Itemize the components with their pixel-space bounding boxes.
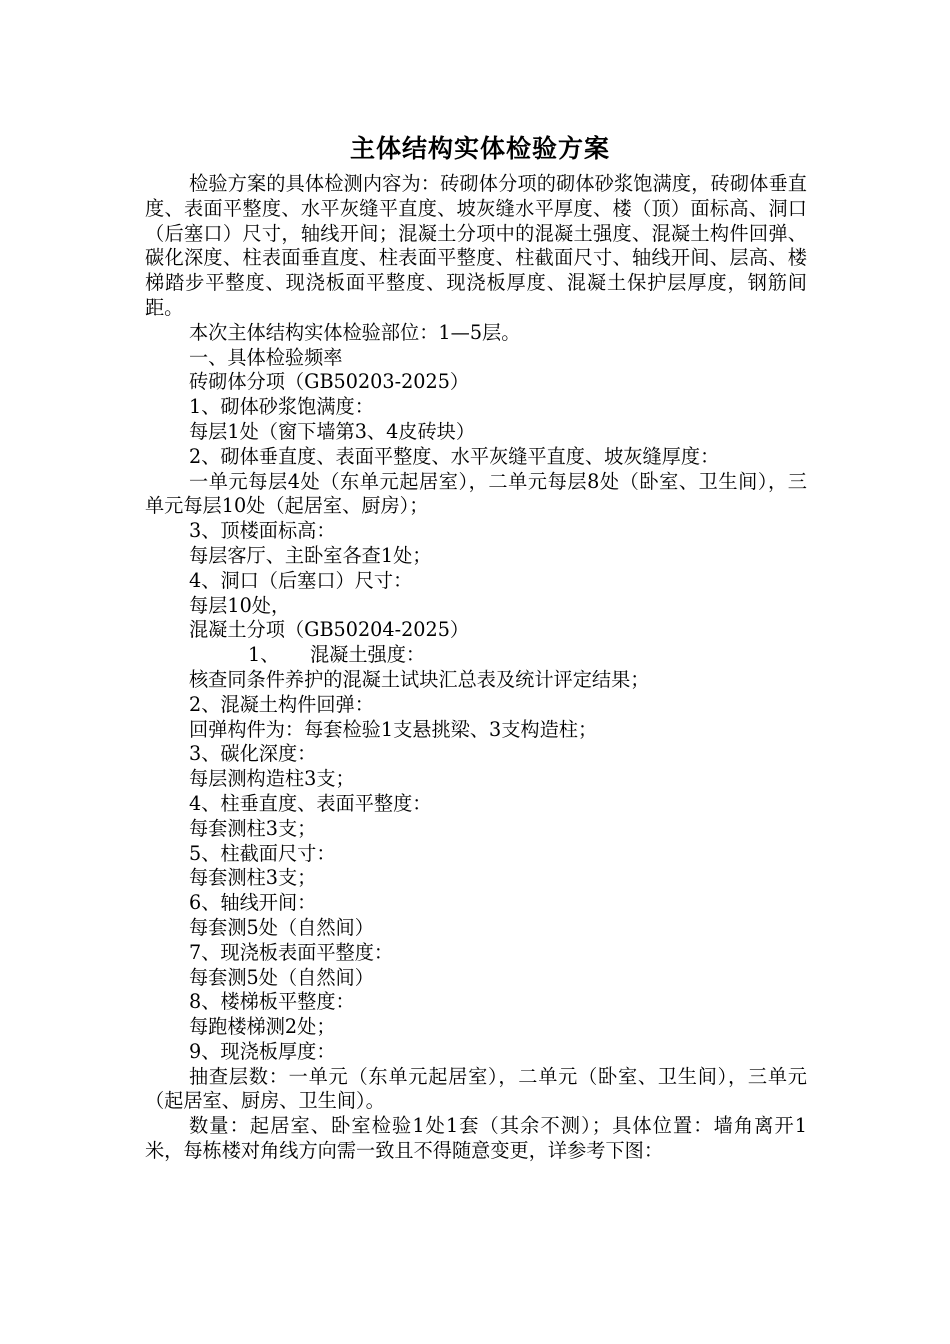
concrete-item-7-label: 7、现浇板表面平整度： bbox=[189, 940, 394, 964]
concrete-item-4-label: 4、柱垂直度、表面平整度： bbox=[189, 791, 432, 815]
masonry-item-4-label: 4、洞口（后塞口）尺寸： bbox=[189, 568, 413, 592]
masonry-item-2-text: 一单元每层4处（东单元起居室），二单元每层8处（卧室、卫生间），三单元每层10处（起居室、厨房）； bbox=[145, 469, 807, 518]
masonry-item-3-label: 3、顶楼面标高： bbox=[189, 519, 336, 543]
concrete-item-7-text: 每套测5处（自然间） bbox=[189, 965, 374, 989]
document-title: 主体结构实体检验方案 bbox=[349, 134, 610, 163]
concrete-item-5-label: 5、柱截面尺寸： bbox=[189, 841, 336, 865]
concrete-heading: 混凝土分项（GB50204-2025） bbox=[189, 618, 470, 642]
concrete-item-2-label: 2、混凝土构件回弹： bbox=[189, 692, 374, 716]
concrete-item-9-label: 9、现浇板厚度： bbox=[189, 1039, 336, 1063]
concrete-item-1-number: 1、 bbox=[248, 643, 280, 667]
concrete-item-8-text: 每跑楼梯测2处； bbox=[189, 1015, 336, 1039]
concrete-item-2-text: 回弹构件为：每套检验1支悬挑梁、3支构造柱； bbox=[189, 717, 598, 741]
concrete-item-5-text: 每套测柱3支； bbox=[189, 866, 317, 890]
concrete-item-9-quantity: 数量：起居室、卧室检验1处1套（其余不测）；具体位置：墙角离开1米，每栋楼对角线方向需一致且不得随意变更，详参考下图： bbox=[145, 1114, 807, 1163]
concrete-item-1-title: 混凝土强度： bbox=[310, 643, 426, 667]
concrete-item-4-text: 每套测柱3支； bbox=[189, 816, 317, 840]
document-page bbox=[145, 128, 807, 1164]
concrete-item-1-label bbox=[145, 643, 807, 668]
masonry-item-3-text: 每层客厅、主卧室各查1处； bbox=[189, 543, 432, 567]
concrete-item-8-label: 8、楼梯板平整度： bbox=[189, 990, 355, 1014]
concrete-item-6-label: 6、轴线开间： bbox=[189, 891, 317, 915]
concrete-item-1-text: 核查同条件养护的混凝土试块汇总表及统计评定结果； bbox=[189, 667, 650, 691]
concrete-item-6-text: 每套测5处（自然间） bbox=[189, 915, 374, 939]
scope-paragraph: 本次主体结构实体检验部位：1—5层。 bbox=[189, 320, 521, 344]
concrete-item-9-floors: 抽查层数：一单元（东单元起居室），二单元（卧室、卫生间），三单元（起居室、厨房、卫生间）。 bbox=[145, 1064, 807, 1113]
concrete-item-3-text: 每层测构造柱3支； bbox=[189, 767, 355, 791]
masonry-item-2-label: 2、砌体垂直度、表面平整度、水平灰缝平直度、坡灰缝厚度： bbox=[189, 444, 720, 468]
concrete-item-3-label: 3、碳化深度： bbox=[189, 742, 317, 766]
section-heading-frequency: 一、具体检验频率 bbox=[189, 345, 343, 369]
masonry-item-1-label: 1、砌体砂浆饱满度： bbox=[189, 395, 374, 419]
masonry-item-1-text: 每层1处（窗下墙第3、4皮砖块） bbox=[189, 419, 476, 443]
intro-paragraph: 检验方案的具体检测内容为：砖砌体分项的砌体砂浆饱满度，砖砌体垂直度、表面平整度、水平灰缝平直度、坡灰缝水平厚度、楼（顶）面标高、洞口（后塞口）尺寸，轴线开间；混凝土分项中的混凝土强度、混凝土构件回弹、碳化深度、柱表面垂直度、柱表面平整度、柱截面尺寸、轴线开间、层高、楼梯踏步平整度、现浇板面平整度、现浇板厚度、混凝土保护层厚度，钢筋间距。 bbox=[145, 172, 807, 319]
masonry-item-4-text: 每层10处， bbox=[189, 593, 291, 617]
masonry-heading: 砖砌体分项（GB50203-2025） bbox=[189, 370, 470, 394]
